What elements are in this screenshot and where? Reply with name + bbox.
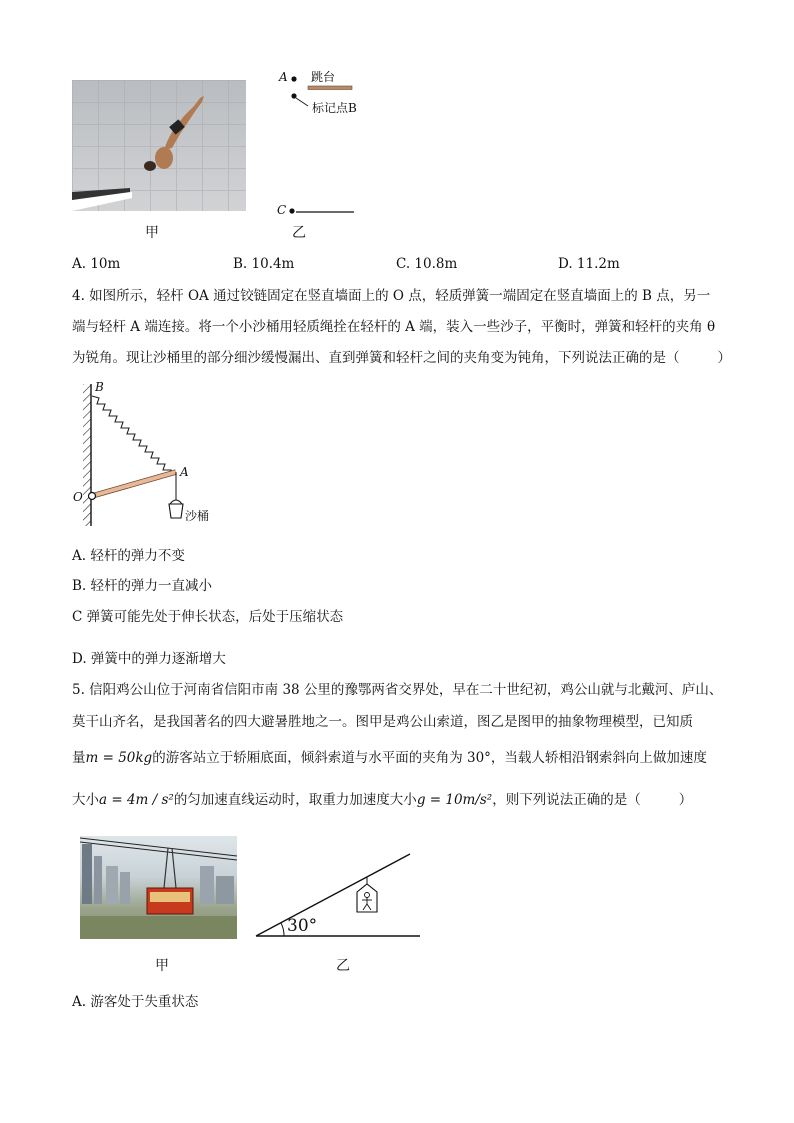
fig3-point-a: A: [279, 70, 288, 84]
q4-option-d: D. 弹簧中的弹力逐渐增大: [72, 651, 226, 667]
q4-option-c: C 弹簧可能先处于伸长状态，后处于压缩状态: [72, 609, 344, 625]
diver-figure: [72, 80, 246, 211]
q4-option-b: B. 轻杆的弹力一直减小: [72, 578, 213, 594]
q5-stem-line3: 量m = 50kg的游客站立于轿厢底面，倾斜索道与水平面的夹角为 30°，当载人轿相沿钢索斜向上做加速度: [72, 750, 707, 766]
fig3-label-jia: 甲: [145, 225, 159, 241]
fig3-label-yi: 乙: [292, 225, 306, 241]
cable-car-scene: [80, 836, 237, 939]
q3-option-c: C. 10.8m: [396, 256, 458, 272]
q4-stem-line1: 4. 如图所示，轻杆 OA 通过铰链固定在竖直墙面上的 O 点，轻质弹簧一端固定在竖直墙面上的 B 点，另一: [72, 288, 711, 304]
q4-stem-line2: 端与轻杆 A 端连接。将一个小沙桶用轻质绳拴在轻杆的 A 端，装入一些沙子，平衡时，弹簧和轻杆的夹角 θ: [72, 319, 716, 335]
q3-option-b: B. 10.4m: [233, 256, 295, 272]
fig3-diagram: [272, 64, 382, 224]
fig3-platform-label: 跳台: [311, 70, 336, 84]
q3-option-a: A. 10m: [72, 256, 121, 272]
diver-photo: [72, 80, 246, 211]
q5-fig-label-jia: 甲: [155, 958, 169, 974]
q4-fig-bucket-label: 沙桶: [185, 509, 210, 523]
fig3-point-c: C: [277, 203, 287, 217]
q5-fig-label-yi: 乙: [336, 958, 350, 974]
q5-incline-figure: [250, 850, 425, 945]
q4-fig-point-b: B: [95, 380, 104, 394]
cable-car-photo: [80, 836, 237, 939]
q4-stem-line3: 为锐角。现让沙桶里的部分细沙缓慢漏出、直到弹簧和轻杆之间的夹角变为钝角，下列说法正确的是（ ）: [72, 350, 731, 366]
q3-option-d: D. 11.2m: [558, 256, 620, 272]
q5-fig-angle-label: 30°: [287, 916, 318, 936]
q5-stem-line4: 大小a = 4m / s²的匀加速直线运动时，取重力加速度大小g = 10m/s²，则下列说法正确的是（ ）: [72, 792, 693, 808]
q4-fig-point-a: A: [180, 465, 189, 479]
q4-fig-point-o: O: [73, 490, 83, 504]
q4-option-a: A. 轻杆的弹力不变: [72, 548, 185, 564]
q5-stem-line2: 莫干山齐名，是我国著名的四大避暑胜地之一。图甲是鸡公山索道，图乙是图甲的抽象物理模型，已知质: [72, 714, 693, 730]
fig3-marker-label: 标记点B: [312, 101, 357, 115]
q5-stem-line1: 5. 信阳鸡公山位于河南省信阳市南 38 公里的豫鄂两省交界处，早在二十世纪初，鸡公山就与北戴河、庐山、: [72, 682, 723, 698]
q5-option-a: A. 游客处于失重状态: [72, 994, 199, 1010]
